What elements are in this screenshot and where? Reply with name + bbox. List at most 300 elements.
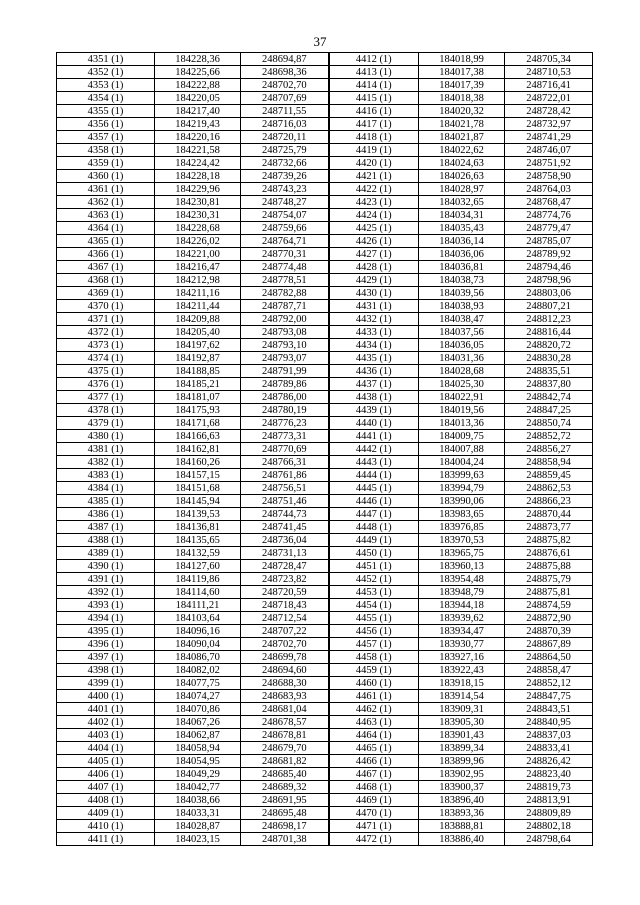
left-x-coordinate: 184185,21 <box>155 378 241 391</box>
table-row <box>57 404 593 417</box>
right-point-id: 4472 (1) <box>329 833 419 846</box>
right-point-id: 4430 (1) <box>329 287 419 300</box>
right-point-id: 4441 (1) <box>329 430 419 443</box>
right-y-coordinate: 248807,21 <box>505 300 593 313</box>
right-x-coordinate: 183905,30 <box>419 716 505 729</box>
left-y-coordinate: 248688,30 <box>241 677 329 690</box>
table-row <box>57 794 593 807</box>
right-x-coordinate: 184019,56 <box>419 404 505 417</box>
right-y-coordinate: 248837,80 <box>505 378 593 391</box>
left-point-id: 4405 (1) <box>57 755 155 768</box>
left-x-coordinate: 184209,88 <box>155 313 241 326</box>
right-point-id: 4468 (1) <box>329 781 419 794</box>
left-point-id: 4386 (1) <box>57 508 155 521</box>
table-row <box>57 651 593 664</box>
right-x-coordinate: 184031,36 <box>419 352 505 365</box>
left-point-id: 4395 (1) <box>57 625 155 638</box>
right-x-coordinate: 184036,06 <box>419 248 505 261</box>
table-row <box>57 573 593 586</box>
right-x-coordinate: 183909,31 <box>419 703 505 716</box>
left-x-coordinate: 184230,81 <box>155 196 241 209</box>
right-point-id: 4431 (1) <box>329 300 419 313</box>
table-row <box>57 781 593 794</box>
right-x-coordinate: 183893,36 <box>419 807 505 820</box>
left-x-coordinate: 184211,16 <box>155 287 241 300</box>
left-x-coordinate: 184058,94 <box>155 742 241 755</box>
left-x-coordinate: 184226,02 <box>155 235 241 248</box>
right-y-coordinate: 248768,47 <box>505 196 593 209</box>
left-x-coordinate: 184222,88 <box>155 79 241 92</box>
table-row <box>57 469 593 482</box>
right-point-id: 4438 (1) <box>329 391 419 404</box>
left-x-coordinate: 184119,86 <box>155 573 241 586</box>
right-y-coordinate: 248813,91 <box>505 794 593 807</box>
left-y-coordinate: 248718,43 <box>241 599 329 612</box>
right-x-coordinate: 184025,30 <box>419 378 505 391</box>
left-y-coordinate: 248731,13 <box>241 547 329 560</box>
left-y-coordinate: 248685,40 <box>241 768 329 781</box>
right-point-id: 4415 (1) <box>329 92 419 105</box>
right-x-coordinate: 183976,85 <box>419 521 505 534</box>
right-y-coordinate: 248830,28 <box>505 352 593 365</box>
right-point-id: 4414 (1) <box>329 79 419 92</box>
left-point-id: 4410 (1) <box>57 820 155 833</box>
left-x-coordinate: 184162,81 <box>155 443 241 456</box>
right-y-coordinate: 248847,25 <box>505 404 593 417</box>
left-point-id: 4409 (1) <box>57 807 155 820</box>
left-x-coordinate: 184023,15 <box>155 833 241 846</box>
left-y-coordinate: 248778,51 <box>241 274 329 287</box>
table-row <box>57 235 593 248</box>
left-y-coordinate: 248707,22 <box>241 625 329 638</box>
left-x-coordinate: 184192,87 <box>155 352 241 365</box>
right-y-coordinate: 248746,07 <box>505 144 593 157</box>
left-y-coordinate: 248770,31 <box>241 248 329 261</box>
left-x-coordinate: 184042,77 <box>155 781 241 794</box>
table-row <box>57 664 593 677</box>
left-point-id: 4379 (1) <box>57 417 155 430</box>
left-point-id: 4399 (1) <box>57 677 155 690</box>
left-y-coordinate: 248683,93 <box>241 690 329 703</box>
right-x-coordinate: 183927,16 <box>419 651 505 664</box>
coordinate-table-body <box>57 53 593 846</box>
right-x-coordinate: 183939,62 <box>419 612 505 625</box>
right-x-coordinate: 184017,39 <box>419 79 505 92</box>
left-point-id: 4369 (1) <box>57 287 155 300</box>
left-y-coordinate: 248699,78 <box>241 651 329 664</box>
right-x-coordinate: 183899,34 <box>419 742 505 755</box>
left-point-id: 4387 (1) <box>57 521 155 534</box>
right-y-coordinate: 248856,27 <box>505 443 593 456</box>
right-y-coordinate: 248843,51 <box>505 703 593 716</box>
left-y-coordinate: 248773,31 <box>241 430 329 443</box>
table-row <box>57 625 593 638</box>
right-point-id: 4412 (1) <box>329 53 419 66</box>
right-point-id: 4451 (1) <box>329 560 419 573</box>
right-point-id: 4452 (1) <box>329 573 419 586</box>
left-x-coordinate: 184211,44 <box>155 300 241 313</box>
left-point-id: 4404 (1) <box>57 742 155 755</box>
table-row <box>57 482 593 495</box>
right-x-coordinate: 183914,54 <box>419 690 505 703</box>
right-y-coordinate: 248794,46 <box>505 261 593 274</box>
right-x-coordinate: 183934,47 <box>419 625 505 638</box>
left-x-coordinate: 184217,40 <box>155 105 241 118</box>
table-row <box>57 391 593 404</box>
right-point-id: 4427 (1) <box>329 248 419 261</box>
left-y-coordinate: 248792,00 <box>241 313 329 326</box>
right-point-id: 4422 (1) <box>329 183 419 196</box>
left-point-id: 4401 (1) <box>57 703 155 716</box>
left-x-coordinate: 184139,53 <box>155 508 241 521</box>
right-point-id: 4442 (1) <box>329 443 419 456</box>
right-x-coordinate: 184022,91 <box>419 391 505 404</box>
table-row <box>57 274 593 287</box>
right-point-id: 4425 (1) <box>329 222 419 235</box>
right-x-coordinate: 184037,56 <box>419 326 505 339</box>
table-row <box>57 287 593 300</box>
right-point-id: 4419 (1) <box>329 144 419 157</box>
right-x-coordinate: 183896,40 <box>419 794 505 807</box>
left-x-coordinate: 184221,58 <box>155 144 241 157</box>
right-point-id: 4450 (1) <box>329 547 419 560</box>
left-x-coordinate: 184228,68 <box>155 222 241 235</box>
left-y-coordinate: 248720,11 <box>241 131 329 144</box>
table-row <box>57 209 593 222</box>
right-x-coordinate: 183960,13 <box>419 560 505 573</box>
left-point-id: 4388 (1) <box>57 534 155 547</box>
left-y-coordinate: 248770,69 <box>241 443 329 456</box>
right-y-coordinate: 248710,53 <box>505 66 593 79</box>
left-y-coordinate: 248766,31 <box>241 456 329 469</box>
left-x-coordinate: 184114,60 <box>155 586 241 599</box>
left-x-coordinate: 184230,31 <box>155 209 241 222</box>
left-point-id: 4375 (1) <box>57 365 155 378</box>
right-y-coordinate: 248823,40 <box>505 768 593 781</box>
left-point-id: 4392 (1) <box>57 586 155 599</box>
left-x-coordinate: 184103,64 <box>155 612 241 625</box>
right-point-id: 4413 (1) <box>329 66 419 79</box>
right-point-id: 4454 (1) <box>329 599 419 612</box>
left-y-coordinate: 248678,57 <box>241 716 329 729</box>
left-point-id: 4400 (1) <box>57 690 155 703</box>
left-y-coordinate: 248782,88 <box>241 287 329 300</box>
table-row <box>57 508 593 521</box>
right-x-coordinate: 184039,56 <box>419 287 505 300</box>
right-point-id: 4465 (1) <box>329 742 419 755</box>
right-point-id: 4437 (1) <box>329 378 419 391</box>
right-y-coordinate: 248798,64 <box>505 833 593 846</box>
left-x-coordinate: 184166,63 <box>155 430 241 443</box>
left-x-coordinate: 184132,59 <box>155 547 241 560</box>
left-point-id: 4398 (1) <box>57 664 155 677</box>
table-row <box>57 326 593 339</box>
left-point-id: 4368 (1) <box>57 274 155 287</box>
left-x-coordinate: 184151,68 <box>155 482 241 495</box>
left-y-coordinate: 248743,23 <box>241 183 329 196</box>
table-row <box>57 807 593 820</box>
right-point-id: 4420 (1) <box>329 157 419 170</box>
right-point-id: 4418 (1) <box>329 131 419 144</box>
right-point-id: 4459 (1) <box>329 664 419 677</box>
left-point-id: 4371 (1) <box>57 313 155 326</box>
left-point-id: 4380 (1) <box>57 430 155 443</box>
left-y-coordinate: 248681,82 <box>241 755 329 768</box>
right-y-coordinate: 248785,07 <box>505 235 593 248</box>
left-point-id: 4408 (1) <box>57 794 155 807</box>
right-y-coordinate: 248802,18 <box>505 820 593 833</box>
right-y-coordinate: 248858,94 <box>505 456 593 469</box>
right-point-id: 4416 (1) <box>329 105 419 118</box>
right-point-id: 4455 (1) <box>329 612 419 625</box>
table-row <box>57 443 593 456</box>
left-point-id: 4407 (1) <box>57 781 155 794</box>
left-y-coordinate: 248694,60 <box>241 664 329 677</box>
right-x-coordinate: 184038,93 <box>419 300 505 313</box>
right-point-id: 4432 (1) <box>329 313 419 326</box>
right-x-coordinate: 183918,15 <box>419 677 505 690</box>
right-y-coordinate: 248835,51 <box>505 365 593 378</box>
right-y-coordinate: 248859,45 <box>505 469 593 482</box>
right-y-coordinate: 248833,41 <box>505 742 593 755</box>
table-row <box>57 66 593 79</box>
left-x-coordinate: 184212,98 <box>155 274 241 287</box>
right-point-id: 4446 (1) <box>329 495 419 508</box>
table-row <box>57 521 593 534</box>
right-point-id: 4448 (1) <box>329 521 419 534</box>
left-point-id: 4362 (1) <box>57 196 155 209</box>
table-row <box>57 833 593 846</box>
table-row <box>57 560 593 573</box>
table-row <box>57 196 593 209</box>
left-x-coordinate: 184175,93 <box>155 404 241 417</box>
right-x-coordinate: 184022,62 <box>419 144 505 157</box>
right-x-coordinate: 183886,40 <box>419 833 505 846</box>
right-y-coordinate: 248875,88 <box>505 560 593 573</box>
right-y-coordinate: 248722,01 <box>505 92 593 105</box>
left-x-coordinate: 184221,00 <box>155 248 241 261</box>
left-point-id: 4394 (1) <box>57 612 155 625</box>
right-y-coordinate: 248870,44 <box>505 508 593 521</box>
right-y-coordinate: 248872,90 <box>505 612 593 625</box>
left-x-coordinate: 184220,16 <box>155 131 241 144</box>
right-x-coordinate: 184018,38 <box>419 92 505 105</box>
left-point-id: 4359 (1) <box>57 157 155 170</box>
table-row <box>57 222 593 235</box>
left-y-coordinate: 248791,99 <box>241 365 329 378</box>
left-y-coordinate: 248728,47 <box>241 560 329 573</box>
left-y-coordinate: 248751,46 <box>241 495 329 508</box>
right-point-id: 4460 (1) <box>329 677 419 690</box>
left-point-id: 4353 (1) <box>57 79 155 92</box>
right-point-id: 4461 (1) <box>329 690 419 703</box>
left-y-coordinate: 248754,07 <box>241 209 329 222</box>
right-y-coordinate: 248864,50 <box>505 651 593 664</box>
right-y-coordinate: 248874,59 <box>505 599 593 612</box>
table-row <box>57 157 593 170</box>
left-x-coordinate: 184228,36 <box>155 53 241 66</box>
right-y-coordinate: 248798,96 <box>505 274 593 287</box>
left-y-coordinate: 248789,86 <box>241 378 329 391</box>
right-y-coordinate: 248732,97 <box>505 118 593 131</box>
left-y-coordinate: 248732,66 <box>241 157 329 170</box>
table-row <box>57 716 593 729</box>
left-x-coordinate: 184070,86 <box>155 703 241 716</box>
left-y-coordinate: 248691,95 <box>241 794 329 807</box>
left-x-coordinate: 184067,26 <box>155 716 241 729</box>
left-point-id: 4364 (1) <box>57 222 155 235</box>
left-x-coordinate: 184127,60 <box>155 560 241 573</box>
right-point-id: 4464 (1) <box>329 729 419 742</box>
right-x-coordinate: 183930,77 <box>419 638 505 651</box>
left-x-coordinate: 184188,85 <box>155 365 241 378</box>
right-point-id: 4426 (1) <box>329 235 419 248</box>
left-x-coordinate: 184086,70 <box>155 651 241 664</box>
table-row <box>57 339 593 352</box>
table-row <box>57 144 593 157</box>
right-point-id: 4433 (1) <box>329 326 419 339</box>
left-point-id: 4363 (1) <box>57 209 155 222</box>
right-point-id: 4439 (1) <box>329 404 419 417</box>
right-y-coordinate: 248852,12 <box>505 677 593 690</box>
right-point-id: 4440 (1) <box>329 417 419 430</box>
right-y-coordinate: 248867,89 <box>505 638 593 651</box>
right-x-coordinate: 184021,78 <box>419 118 505 131</box>
left-point-id: 4351 (1) <box>57 53 155 66</box>
table-row <box>57 638 593 651</box>
table-row <box>57 300 593 313</box>
right-point-id: 4436 (1) <box>329 365 419 378</box>
left-y-coordinate: 248679,70 <box>241 742 329 755</box>
right-y-coordinate: 248728,42 <box>505 105 593 118</box>
right-y-coordinate: 248764,03 <box>505 183 593 196</box>
table-row <box>57 755 593 768</box>
right-point-id: 4445 (1) <box>329 482 419 495</box>
left-x-coordinate: 184181,07 <box>155 391 241 404</box>
left-point-id: 4374 (1) <box>57 352 155 365</box>
left-point-id: 4393 (1) <box>57 599 155 612</box>
right-x-coordinate: 183902,95 <box>419 768 505 781</box>
right-x-coordinate: 183954,48 <box>419 573 505 586</box>
right-y-coordinate: 248809,89 <box>505 807 593 820</box>
left-point-id: 4361 (1) <box>57 183 155 196</box>
left-point-id: 4385 (1) <box>57 495 155 508</box>
left-point-id: 4390 (1) <box>57 560 155 573</box>
left-x-coordinate: 184049,29 <box>155 768 241 781</box>
left-point-id: 4381 (1) <box>57 443 155 456</box>
right-y-coordinate: 248862,53 <box>505 482 593 495</box>
right-point-id: 4429 (1) <box>329 274 419 287</box>
left-y-coordinate: 248736,04 <box>241 534 329 547</box>
table-row <box>57 742 593 755</box>
right-point-id: 4466 (1) <box>329 755 419 768</box>
table-row <box>57 612 593 625</box>
left-point-id: 4370 (1) <box>57 300 155 313</box>
left-y-coordinate: 248689,32 <box>241 781 329 794</box>
left-y-coordinate: 248698,36 <box>241 66 329 79</box>
right-x-coordinate: 183970,53 <box>419 534 505 547</box>
right-point-id: 4467 (1) <box>329 768 419 781</box>
right-y-coordinate: 248873,77 <box>505 521 593 534</box>
left-y-coordinate: 248711,55 <box>241 105 329 118</box>
right-x-coordinate: 184036,14 <box>419 235 505 248</box>
right-point-id: 4443 (1) <box>329 456 419 469</box>
right-point-id: 4469 (1) <box>329 794 419 807</box>
left-point-id: 4389 (1) <box>57 547 155 560</box>
left-point-id: 4373 (1) <box>57 339 155 352</box>
right-y-coordinate: 248819,73 <box>505 781 593 794</box>
right-x-coordinate: 184028,68 <box>419 365 505 378</box>
left-x-coordinate: 184219,43 <box>155 118 241 131</box>
right-x-coordinate: 183900,37 <box>419 781 505 794</box>
right-y-coordinate: 248847,75 <box>505 690 593 703</box>
table-row <box>57 261 593 274</box>
right-y-coordinate: 248875,81 <box>505 586 593 599</box>
left-y-coordinate: 248756,51 <box>241 482 329 495</box>
left-point-id: 4352 (1) <box>57 66 155 79</box>
right-y-coordinate: 248876,61 <box>505 547 593 560</box>
right-x-coordinate: 183901,43 <box>419 729 505 742</box>
left-x-coordinate: 184157,15 <box>155 469 241 482</box>
right-y-coordinate: 248850,74 <box>505 417 593 430</box>
left-y-coordinate: 248701,38 <box>241 833 329 846</box>
left-point-id: 4356 (1) <box>57 118 155 131</box>
left-y-coordinate: 248739,26 <box>241 170 329 183</box>
right-x-coordinate: 184036,05 <box>419 339 505 352</box>
right-x-coordinate: 183965,75 <box>419 547 505 560</box>
right-y-coordinate: 248820,72 <box>505 339 593 352</box>
right-point-id: 4457 (1) <box>329 638 419 651</box>
right-y-coordinate: 248751,92 <box>505 157 593 170</box>
left-x-coordinate: 184077,75 <box>155 677 241 690</box>
right-y-coordinate: 248875,79 <box>505 573 593 586</box>
right-x-coordinate: 183888,81 <box>419 820 505 833</box>
right-y-coordinate: 248705,34 <box>505 53 593 66</box>
table-row <box>57 430 593 443</box>
table-row <box>57 378 593 391</box>
left-x-coordinate: 184228,18 <box>155 170 241 183</box>
right-y-coordinate: 248840,95 <box>505 716 593 729</box>
left-point-id: 4367 (1) <box>57 261 155 274</box>
table-row <box>57 729 593 742</box>
left-point-id: 4383 (1) <box>57 469 155 482</box>
table-row <box>57 352 593 365</box>
table-row <box>57 53 593 66</box>
left-x-coordinate: 184062,87 <box>155 729 241 742</box>
right-x-coordinate: 184026,63 <box>419 170 505 183</box>
table-row <box>57 248 593 261</box>
table-row <box>57 79 593 92</box>
right-point-id: 4423 (1) <box>329 196 419 209</box>
left-y-coordinate: 248694,87 <box>241 53 329 66</box>
right-x-coordinate: 184038,47 <box>419 313 505 326</box>
right-x-coordinate: 183944,18 <box>419 599 505 612</box>
right-x-coordinate: 183990,06 <box>419 495 505 508</box>
left-x-coordinate: 184225,66 <box>155 66 241 79</box>
left-point-id: 4403 (1) <box>57 729 155 742</box>
left-y-coordinate: 248780,19 <box>241 404 329 417</box>
table-row <box>57 92 593 105</box>
left-x-coordinate: 184090,04 <box>155 638 241 651</box>
left-y-coordinate: 248712,54 <box>241 612 329 625</box>
right-point-id: 4435 (1) <box>329 352 419 365</box>
left-y-coordinate: 248786,00 <box>241 391 329 404</box>
left-point-id: 4382 (1) <box>57 456 155 469</box>
right-point-id: 4428 (1) <box>329 261 419 274</box>
left-point-id: 4406 (1) <box>57 768 155 781</box>
right-point-id: 4453 (1) <box>329 586 419 599</box>
right-point-id: 4424 (1) <box>329 209 419 222</box>
